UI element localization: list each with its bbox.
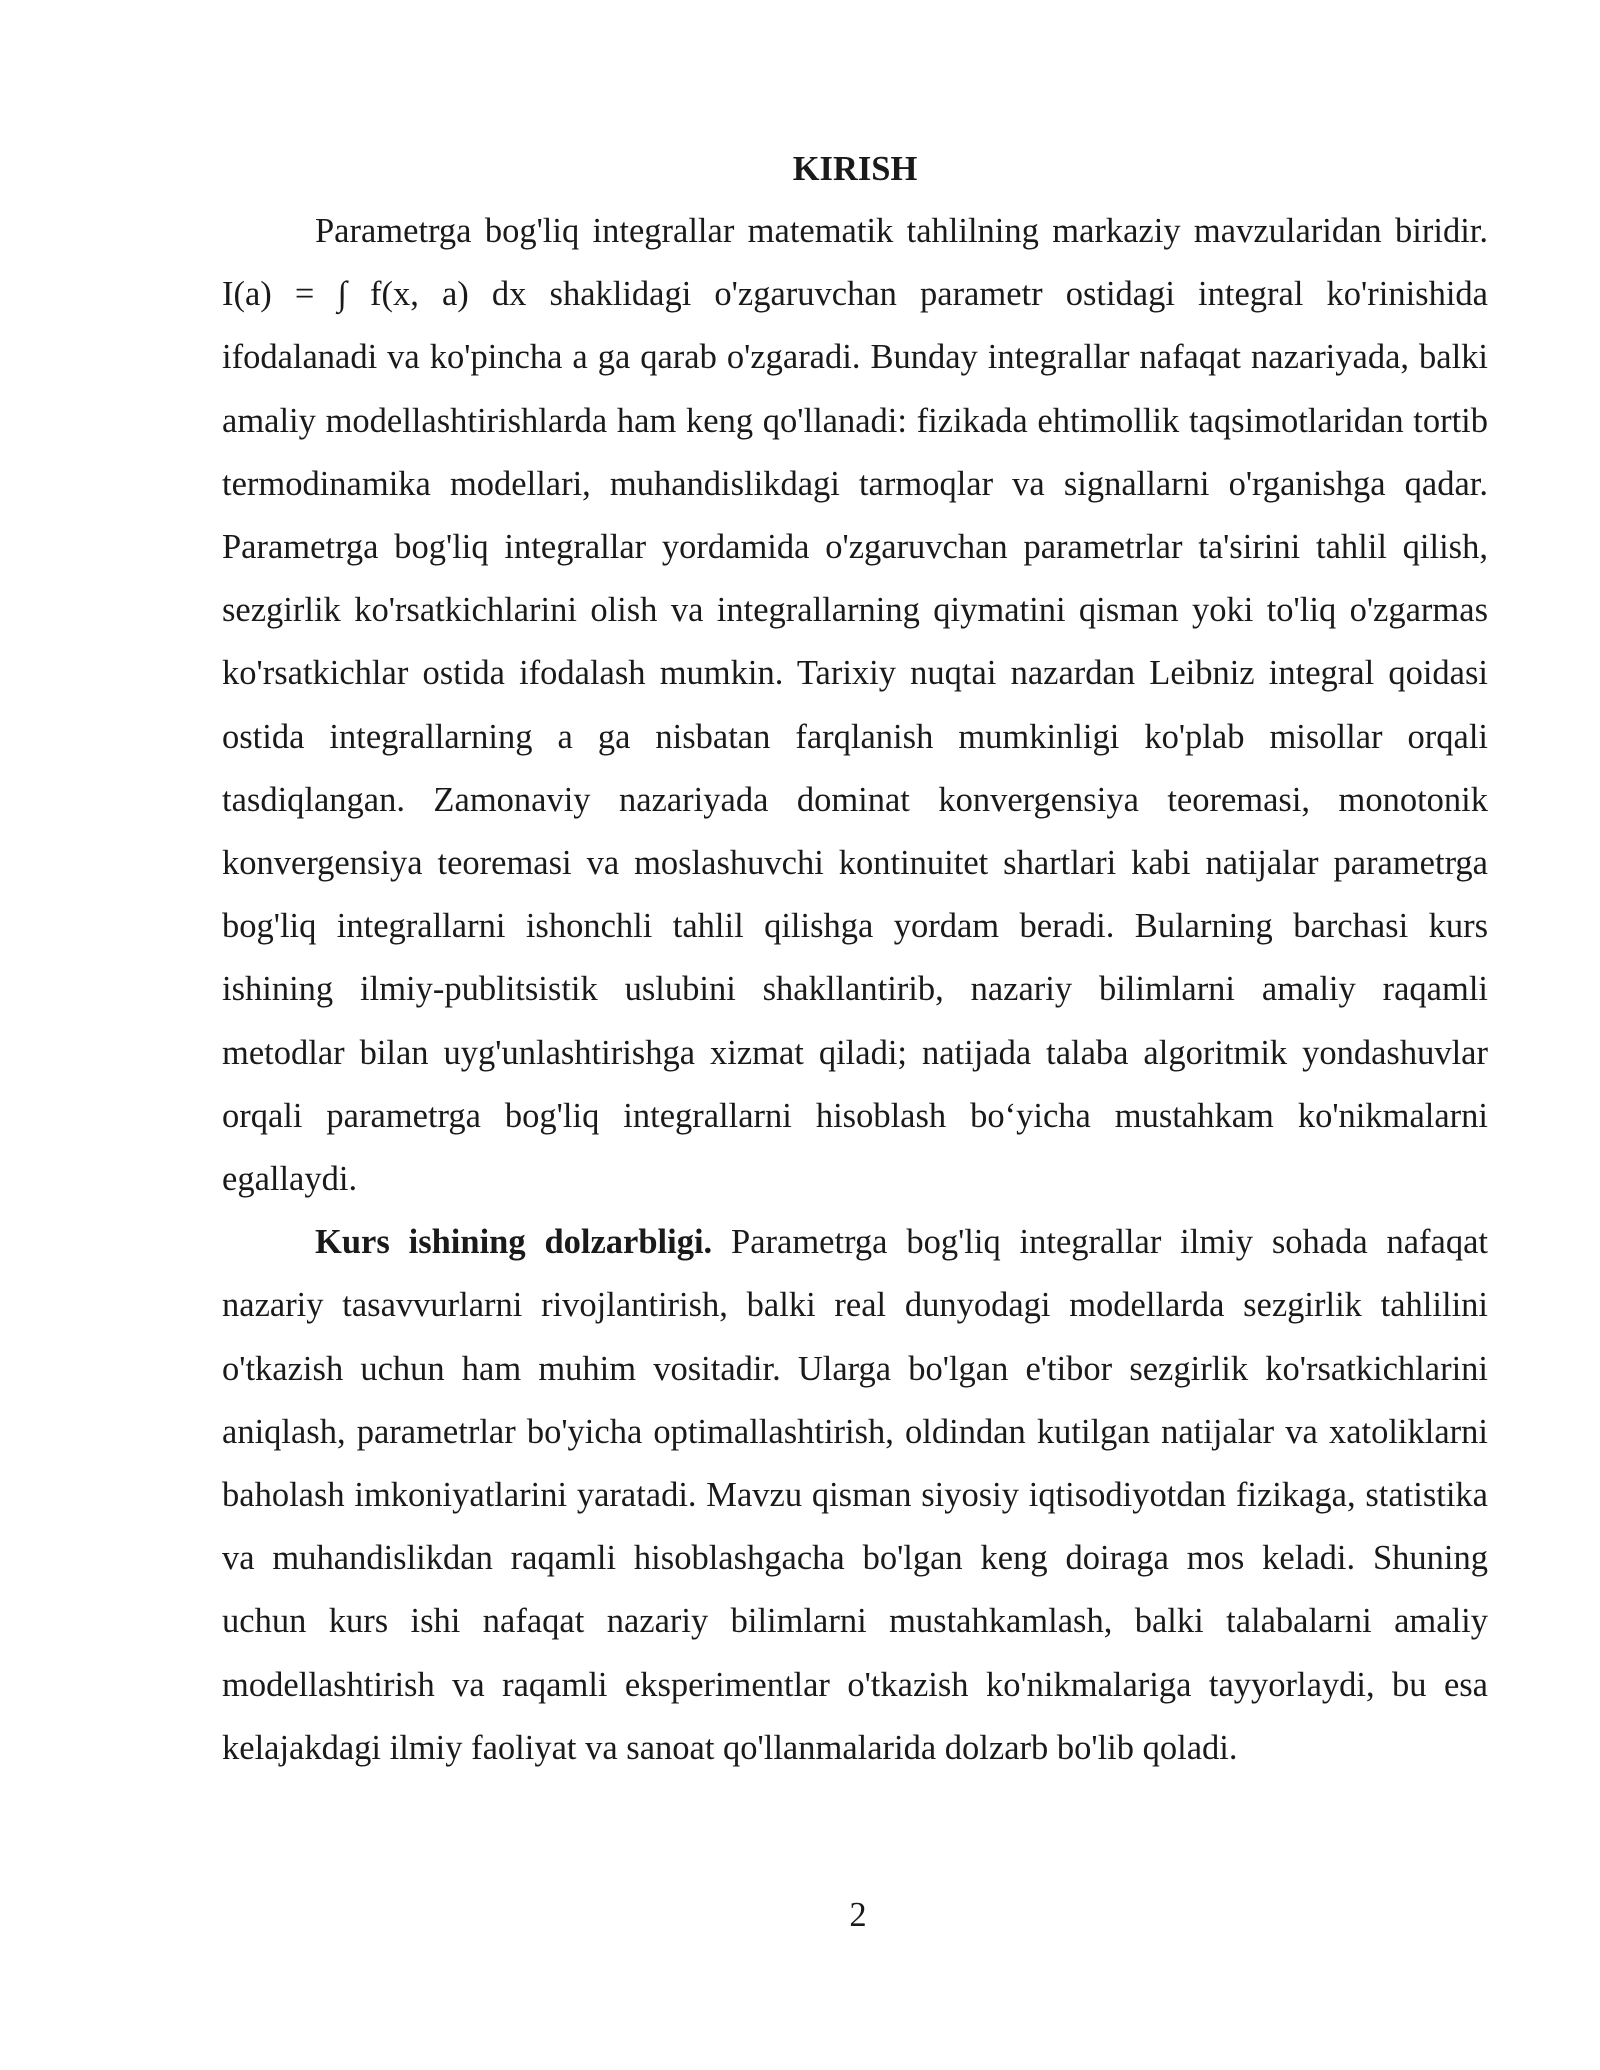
section-heading: KIRISH <box>792 150 918 188</box>
relevance-lead: Kurs ishining dolzarbligi. <box>315 1223 713 1262</box>
relevance-body: Parametrga bog'liq integrallar ilmiy sohada nafaqat nazariy tasavvurlarni rivojlantirish, balki real dunyodagi modellarda sezgirlik tahlilini o'tkazish uchun ham muhim vositadir. Ularga bo'lgan e'tibor sezgirlik ko'rsatkichlarini aniqlash, parametrlar bo'yicha optimallashtirish, oldindan kutilgan natijalar va xatoliklarni baholash imkoniyatlarini yaratadi. Mavzu qisman siyosiy iqtisodiyotdan fizikaga, statistika va muhandislikdan raqamli hisoblashgacha bo'lgan keng doiraga mos keladi. Shuning uchun kurs ishi nafaqat nazariy bilimlarni mustahkamlash, balki talabalarni amaliy modellashtirish va raqamli eksperimentlar o'tkazish ko'nikmalariga tayyorlaydi, bu esa kelajakdagi ilmiy faoliyat va sanoat qo'llanmalarida dolzarb bo'lib qoladi. <box>222 1223 1488 1767</box>
relevance-paragraph <box>222 1211 1488 1780</box>
page-number: 2 <box>849 1896 867 1934</box>
intro-paragraph: Parametrga bog'liq integrallar matematik tahlilning markaziy mavzularidan biridir. I(a) = ∫ f(x, a) dx shaklidagi o'zgaruvchan parametr ostidagi integral ko'rinishida ifodalanadi va ko'pincha a ga qarab o'zgaradi. Bunday integrallar nafaqat nazariyada, balki amaliy modellashtirishlarda ham keng qo'llanadi: fizikada ehtimollik taqsimotlaridan tortib termodinamika modellari, muhandislikdagi tarmoqlar va signallarni o'rganishga qadar. Parametrga bog'liq integrallar yordamida o'zgaruvchan parametrlar ta'sirini tahlil qilish, sezgirlik ko'rsatkichlarini olish va integrallarning qiymatini qisman yoki to'liq o'zgarmas ko'rsatkichlar ostida ifodalash mumkin. Tarixiy nuqtai nazardan Leibniz integral qoidasi ostida integrallarning a ga nisbatan farqlanish mumkinligi ko'plab misollar orqali tasdiqlangan. Zamonaviy nazariyada dominat konvergensiya teoremasi, monotonik konvergensiya teoremasi va moslashuvchi kontinuitet shartlari kabi natijalar parametrga bog'liq integrallarni ishonchli tahlil qilishga yordam beradi. Bularning barchasi kurs ishining ilmiy-publitsistik uslubini shakllantirib, nazariy bilimlarni amaliy raqamli metodlar bilan uyg'unlashtirishga xizmat qiladi; natijada talaba algoritmik yondashuvlar orqali parametrga bog'liq integrallarni hisoblash bo‘yicha mustahkam ko'nikmalarni egallaydi. <box>222 212 1488 1199</box>
page-content <box>222 148 1488 1780</box>
